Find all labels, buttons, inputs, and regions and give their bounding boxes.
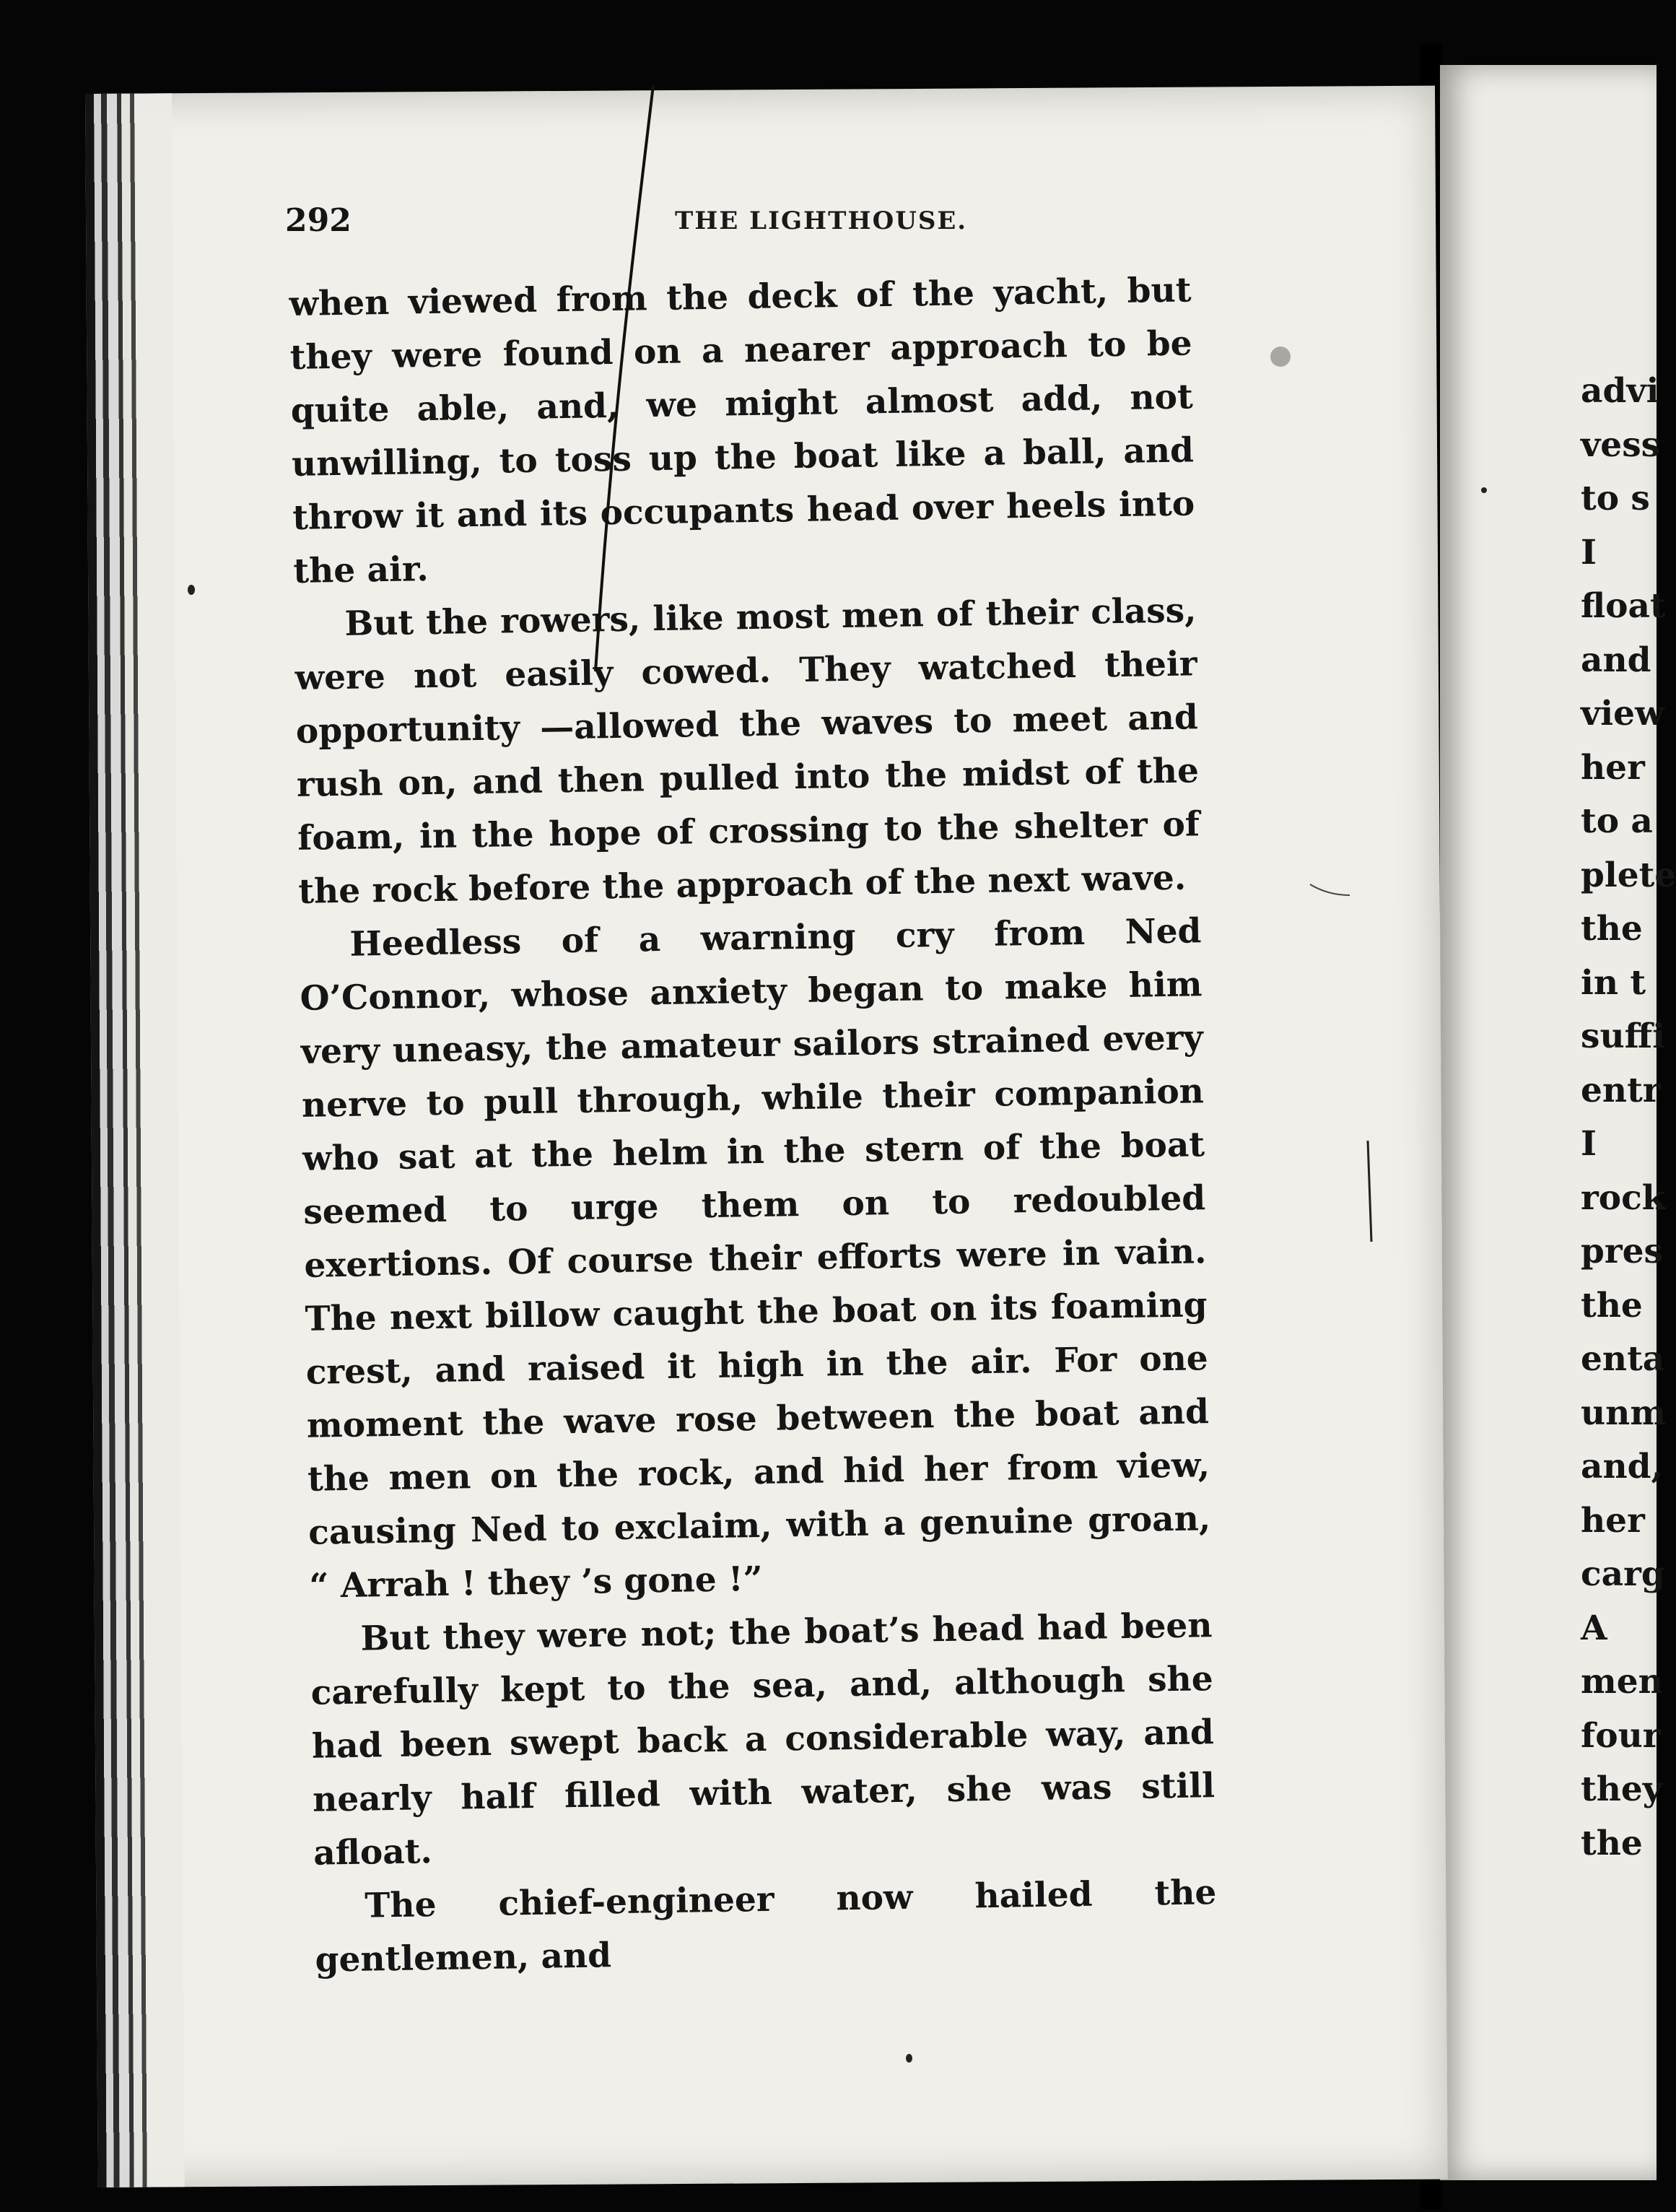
facing-line: float [1581,586,1666,626]
facing-line: advi [1581,371,1659,411]
facing-line: unm [1581,1393,1667,1433]
paragraph: Heedless of a warning cry from Ned O’Connor, whose anxiety began to make him very uneasy, the amateur sailors strained every nerve to pull through, while their companion who sat at the helm in the stern of the boat seemed to urge them on to redoubled exertions. Of course their efforts were in vain. The next billow caught the boat on its foaming crest, and raised it high in the air. For one moment the wave rose between the boat and the men on the rock, and hid her from view, causing Ned to exclaim, with a genuine groan, “ Arrah ! they ’s gone !” [300,911,1211,1606]
ink-speck [1481,487,1487,493]
running-title: THE LIGHTHOUSE. [675,206,968,235]
ink-speck [1270,347,1291,367]
facing-line: men [1581,1662,1663,1702]
facing-page-text [1581,365,1676,1871]
facing-line: four [1581,1715,1661,1756]
ink-speck [188,585,195,595]
facing-line: I [1581,1124,1597,1164]
body-text [289,264,1218,1987]
facing-line: suffi [1581,1016,1666,1056]
facing-line: and, [1581,1447,1663,1486]
facing-line: the [1581,1823,1643,1863]
paragraph: The chief-engineer now hailed the gentlemen, and [315,1873,1217,1980]
facing-line: entr [1581,1070,1661,1110]
facing-line: pres [1581,1232,1663,1271]
paragraph: when viewed from the deck of the yacht, but they were found on a nearer approach to be quite able, and, we might almost add, not unwilling, to toss up the boat like a ball, and throw it and its occupants head over heels into the air. [289,270,1195,591]
facing-line: to a [1581,801,1653,841]
facing-line: view [1581,694,1664,733]
facing-line: and [1581,640,1651,680]
running-head [285,202,1296,260]
facing-line: carg [1581,1554,1665,1594]
facing-line: rock [1581,1177,1666,1218]
facing-line: her [1581,747,1645,788]
facing-line: I [1581,532,1597,572]
ink-speck [906,2054,912,2063]
paragraph: But the rowers, like most men of their class, were not easily cowed. They watched their opportunity —allowed the waves to meet and rush on, and then pulled into the midst of the foam, in the hope of crossing to the shelter of the rock before the approach of the next wave. [294,591,1200,912]
facing-line: A [1581,1608,1607,1648]
facing-line: in t [1581,962,1646,1003]
page-number: 292 [285,202,352,239]
facing-line: enta [1581,1339,1665,1379]
facing-line: vess [1581,424,1661,465]
facing-line: the [1581,909,1643,949]
facing-line: the [1581,1285,1643,1325]
facing-line: to s [1581,479,1650,518]
facing-line: plete [1581,855,1676,895]
facing-line: her [1581,1500,1645,1541]
page-edge-stack [85,93,185,2187]
facing-line: they [1581,1769,1663,1809]
paragraph: But they were not; the boat’s head had been carefully kept to the sea, and, although she had been swept back a considerable way, and nearly half filled with water, she was still afloat. [310,1606,1215,1873]
